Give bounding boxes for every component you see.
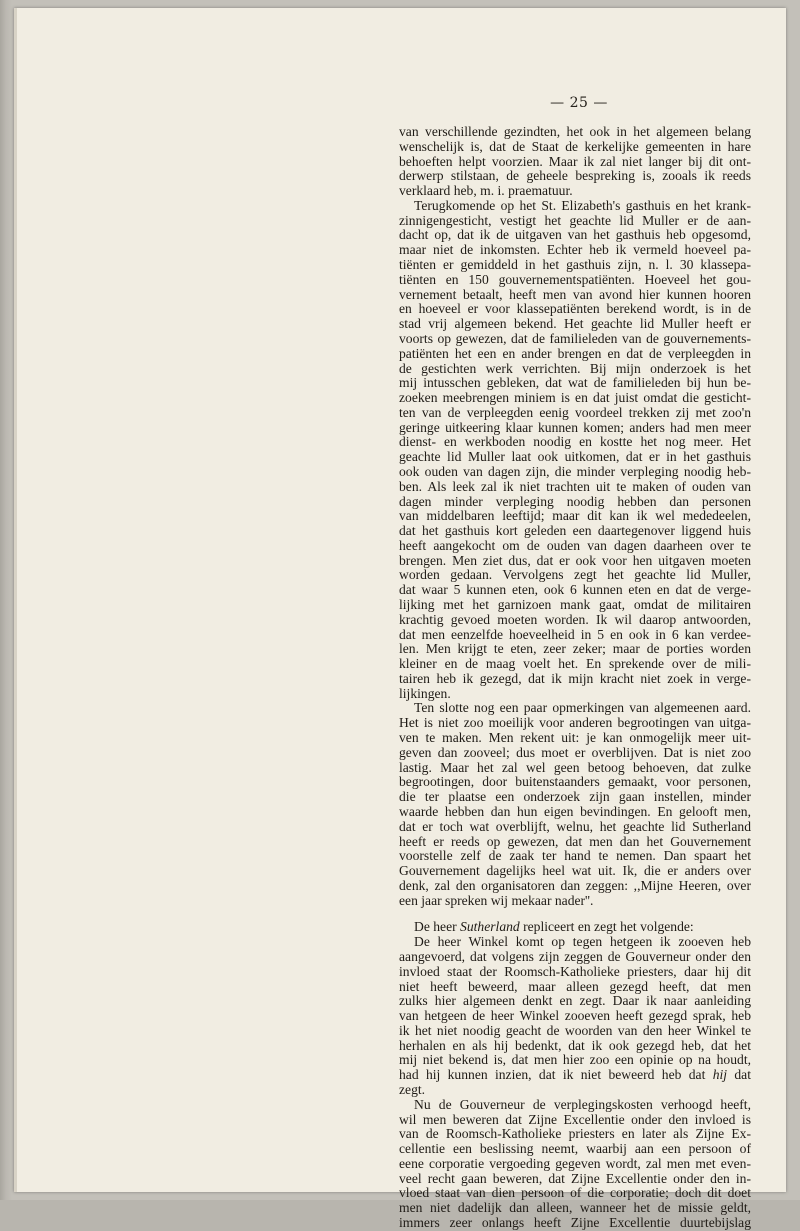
page-number: — 25 — [550,95,608,111]
page-edge [14,8,17,1192]
speaker-name: Sutherland [460,919,520,935]
speaker-prefix: De heer [414,919,461,935]
text-line: tiënten en 150 gouvernementspatiënten. Hoeveel het gou- [399,271,751,287]
text-line: voorstelle zelf de zaak ter hand te nemen. Dan spaart het [399,848,751,864]
text-line: Het is niet zoo moeilijk voor anderen begrootingen van uitga- [399,715,751,731]
paragraph-line-last: verklaard heb, m. i. praematuur. [399,183,573,199]
text-line: dat waar 5 kunnen eten, ook 6 kunnen eten en dat de verge- [399,582,751,598]
text-line: dat het gasthuis kort geleden een daartegenover liggend huis [399,523,751,539]
text-column [399,125,751,1231]
text-line: dat men eenzelfde hoeveelheid in 5 en ook in 6 kan verdee- [399,626,751,642]
emphasis-word: hij [712,1067,728,1083]
paragraph-governor [399,1098,751,1231]
text-line: invloed staat der Roomsch-Katholieke priesters, daar hij dit [399,963,751,979]
text-line: ven te maken. Men rekent uit: je kan onmogelijk meer uit- [399,730,751,746]
text-line: maar niet de inkomsten. Echter heb ik vermeld hoeveel pa- [399,242,751,258]
document-page [14,8,786,1231]
text-line: geven dan zooveel; dus moet er overblijven. Dat is niet zoo [399,744,751,760]
text-line: zulks hier algemeen denkt en zegt. Daar ik naar aanleiding [399,993,751,1009]
text-line: cellentie een beslissing neemt, waarbij aan een persoon of [399,1141,751,1157]
text-line: heeft aangekocht om de ouden van dagen daarheen over te [399,537,751,553]
paragraph-line-last: lijkingen. [399,685,451,701]
text-line: immers zeer onlangs heeft Zijne Excellentie duurtebijslag [399,1215,751,1231]
text-line: lijking met het garnizoen mank gaat, omdat de militairen [399,597,751,612]
text-line: ten van de verpleegden eenig voordeel trekken zij met zoo'n [399,404,751,420]
text-line: dacht op, dat ik de uitgaven van het gasthuis heb opgesomd, [399,227,751,243]
text-line: Gouvernement dagelijks heel wat uit. Ik, die er anders over [399,863,751,879]
text-line: geachte lid Muller laat ook uitkomen, dat er in het gasthuis [399,449,751,465]
text-line: van verschillende gezindten, het ook in het algemeen belang [399,124,751,139]
text-line: van hetgeen de heer Winkel zooeven heeft gezegd sprak, heb [399,1008,751,1024]
text-line: die ter plaatse een onderzoek zijn gaan instellen, minder [399,789,751,805]
speaker-suffix: repliceert en zegt het volgende: [519,919,694,935]
text-line: tairen heb ik gezegd, dat ik mijn kracht niet zoek in verge- [399,670,751,686]
text-fragment: had hij kunnen inzien, dat ik niet beweerd heb dat [399,1067,713,1083]
text-line: kleiner en de maag voelt het. En sprekende over de mili- [399,656,751,672]
text-line: De heer Winkel komt op tegen hetgeen ik zooeven heb [414,934,751,950]
text-line: ook ouden van dagen zijn, die minder verpleging noodig heb- [399,463,751,479]
text-line: veel recht gaan beweren, dat Zijne Excellentie onder den in- [399,1170,751,1186]
text-line: lastig. Maar het zal wel geen betoog behoeven, dat zulke [399,759,751,775]
text-line: len. Men krijgt te eten, zeer zeker; maar de porties worden [399,641,751,657]
text-line: en hoeveel er voor klassepatiënten berekend wordt, is in de [399,301,751,317]
paragraph-continued [399,125,751,184]
text-line: begrootingen, door buitenstaanders gemaakt, voor personen, [399,774,751,790]
text-line: zoeken meebrengen miniem is en dat juist omdat die gesticht- [399,390,751,406]
text-line: vloed staat van dien persoon of die corporatie; doch dit doet [399,1185,751,1201]
paragraph-reply [399,935,751,1083]
text-line: ik het niet noodig geacht de woorden van den heer Winkel te [399,1022,751,1038]
text-line: mij intusschen gebleken, dat wat de familieleden bij hun be- [399,375,751,391]
text-line: ben. Als leek zal ik niet trachten uit te maken of ouden van [399,478,751,494]
text-fragment: dat [727,1067,751,1083]
text-line: herhalen en als hij bedenkt, dat ik ook gezegd heb, dat het [399,1037,751,1053]
text-line: dienst- en werkboden noodig en kostte het nog meer. Het [399,434,751,450]
text-line [399,1067,751,1082]
text-line: zinnigengesticht, vestigt het geachte lid Muller er de aan- [399,212,751,228]
text-line: derwerp stilstaan, de geheele bespreking is, zooals ik reeds [399,168,751,184]
text-line: eene corporatie vergoeding gegeven wordt, zal men met even- [399,1155,751,1171]
text-line: Terugkomende op het St. Elizabeth's gasthuis en het krank- [414,197,751,213]
text-line: mij niet bekend is, dat men hier zoo een opinie op na houdt, [399,1052,751,1068]
text-line: wenschelijk is, dat de Staat de kerkelijke gemeenten in hare [399,138,751,154]
text-line: patiënten het een en ander brengen en dat de verpleegden in [399,345,751,361]
text-line: dagen minder verpleging noodig hebben dan personen [399,493,751,509]
paragraph-closing-remarks [399,701,751,893]
text-line: men niet dadelijk dan alleen, wanneer het de missie geldt, [399,1200,751,1216]
text-line: Ten slotte nog een paar opmerkingen van algemeenen aard. [414,700,751,716]
text-line: dat er toch wat overblijft, welnu, het geachte lid Sutherland [399,818,751,834]
text-line: Nu de Gouverneur de verplegingskosten verhoogd heeft, [414,1096,751,1112]
text-line: brengen. Men ziet dus, dat er ook voor hen uitgaven moeten [399,552,751,568]
text-line: niet heeft beweerd, maar alleen gezegd heeft, dat men [399,978,751,994]
text-line: waarde hebben dan hun eigen bevindingen. En gelooft men, [399,803,751,819]
speaker-introduction [399,920,751,935]
text-line: geringe uitkeering klaar kunnen komen; anders had men meer [399,419,751,435]
text-line: voorts op gewezen, dat de familieleden van de gouvernements- [399,330,751,346]
text-line: heeft er reeds op gewezen, dat men dan het Gouvernement [399,833,751,849]
text-line: de gestichten werk verrichten. Bij mijn onderzoek is het [399,360,751,376]
text-line: wil men beweren dat Zijne Excellentie onder den invloed is [399,1111,751,1127]
text-line: krachtig gevoed moeten worden. Ik wil daarop antwoorden, [399,611,751,627]
text-line: behoeften helpt voorzien. Maar ik zal niet langer bij dit ont- [399,153,751,169]
text-line: aangevoerd, dat volgens zijn zeggen de Gouverneur onder den [399,948,751,964]
text-line: worden gedaan. Vervolgens zegt het geachte lid Muller, [399,567,751,583]
text-line: van middelbaren leeftijd; maar dit kan ik wel mededeelen, [399,508,751,524]
text-line: vernement betaalt, heeft men van avond hier kunnen hooren [399,286,751,302]
paragraph-hospital [399,199,751,687]
text-line: denk, zal den organisatoren dan zeggen: ,,Mijne Heeren, over [399,877,751,893]
paragraph-line-last: zegt. [399,1082,426,1097]
text-line: van de Roomsch-Katholieke priesters en later als Zijne Ex- [399,1126,751,1142]
text-line: tiënten er gemiddeld in het gasthuis zijn, n. l. 30 klassepa- [399,257,751,273]
text-line: stad vrij algemeen bekend. Het geachte lid Muller heeft er [399,316,751,332]
paragraph-line-last: een jaar spreken wij mekaar nader''. [399,892,594,908]
